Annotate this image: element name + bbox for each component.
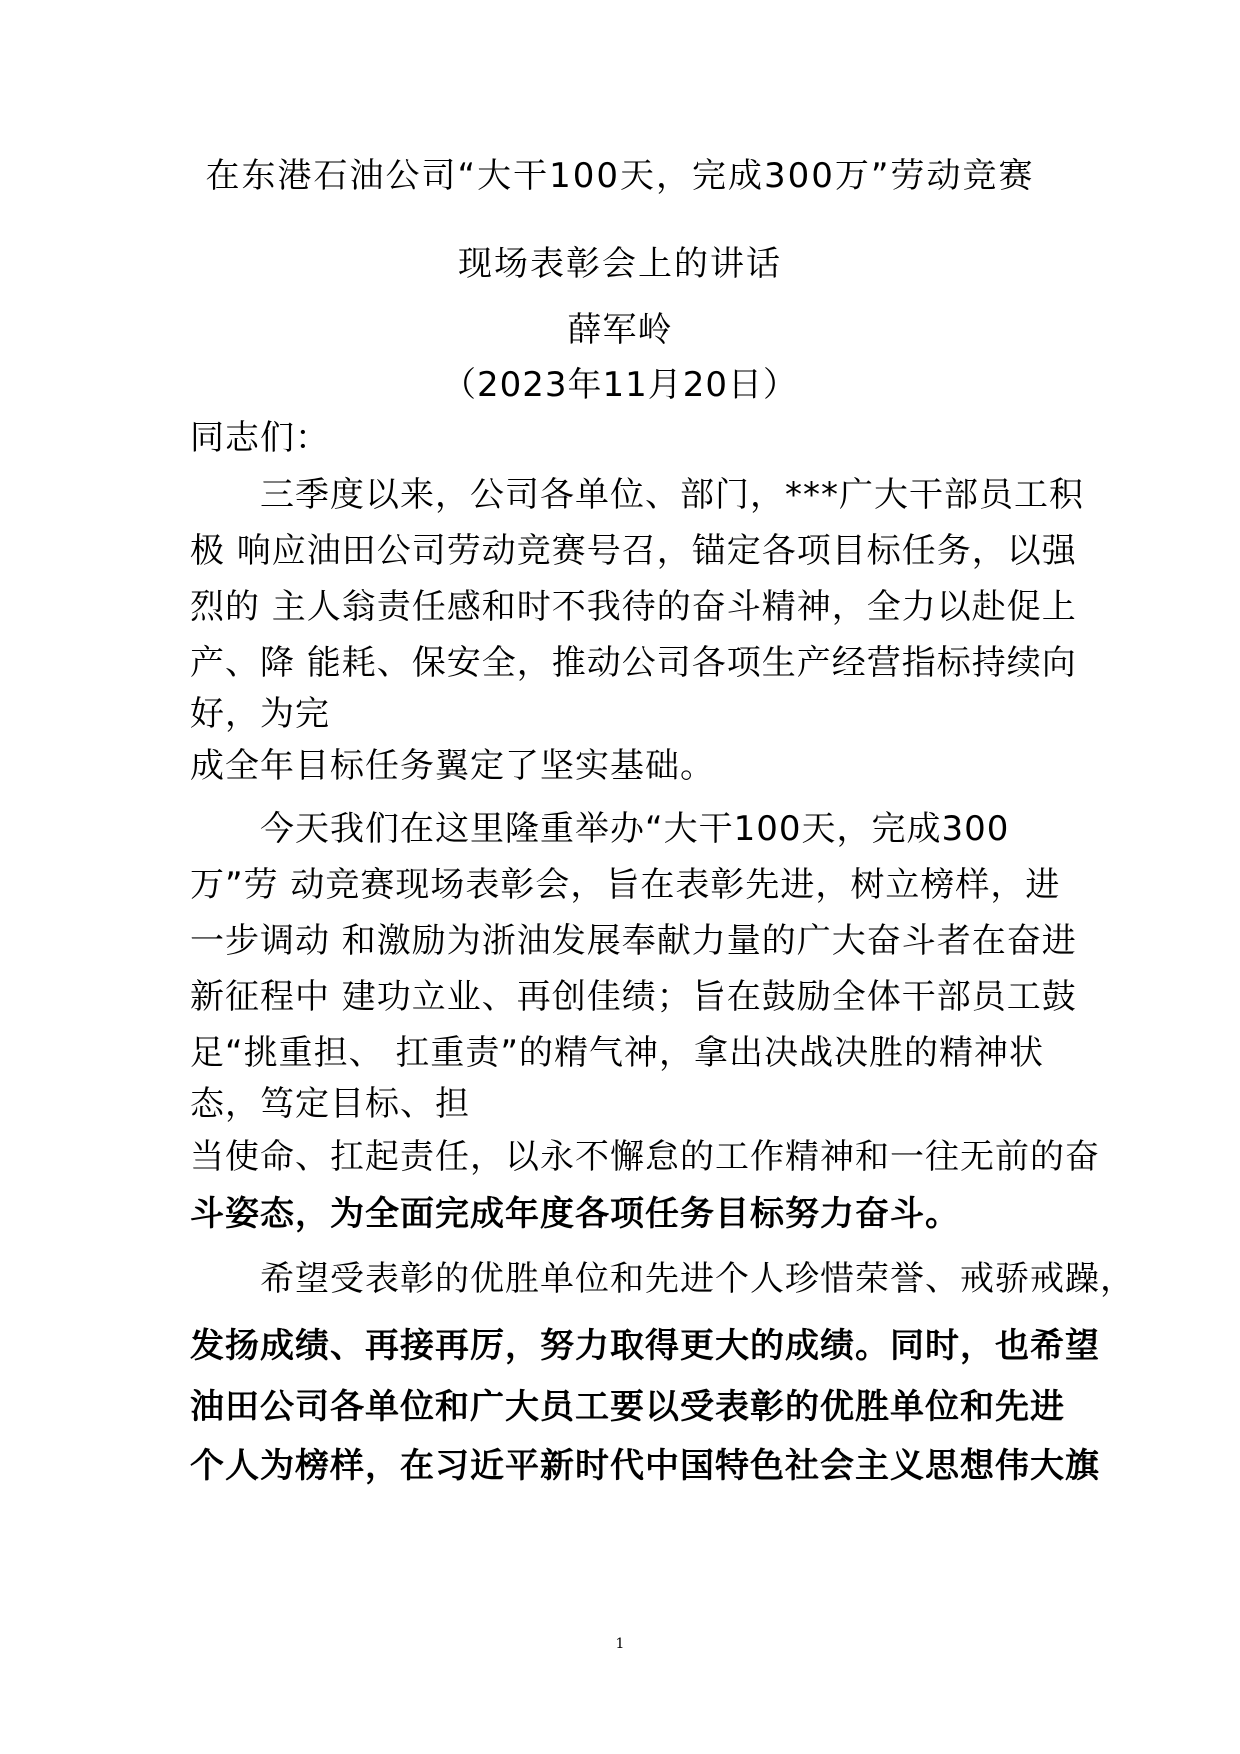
paragraph-1-line: 成全年目标任务翼定了坚实基础。 <box>190 746 715 786</box>
paragraph-3-bold-line: 油田公司各单位和广大员工要以受表彰的优胜单位和先进 <box>190 1387 1065 1427</box>
paragraph-2-line: 足“挑重担、 扛重责”的精气神，拿出决战决胜的精神状 <box>190 1033 1045 1073</box>
paragraph-2-line: 今天我们在这里隆重举办“大干100天，完成300 <box>190 809 1010 849</box>
paragraph-3-bold-line: 个人为榜样，在习近平新时代中国特色社会主义思想伟大旗 <box>190 1446 1100 1486</box>
paragraph-2-line: 一步调动 和激励为浙油发展奉献力量的广大奋斗者在奋进 <box>190 921 1077 961</box>
document-title-line-1: 在东港石油公司“大干100天，完成300万”劳动竞赛 <box>205 156 1035 196</box>
page-number: 1 <box>615 1636 625 1652</box>
paragraph-2-line: 态，笃定目标、担 <box>190 1084 470 1124</box>
paragraph-3-bold-line: 发扬成绩、再接再厉，努力取得更大的成绩。同时，也希望 <box>190 1326 1100 1366</box>
paragraph-2-bold-line: 斗姿态，为全面完成年度各项任务目标努力奋斗。 <box>190 1194 960 1234</box>
paragraph-2-line: 万”劳 动竞赛现场表彰会，旨在表彰先进，树立榜样，进 <box>190 865 1061 905</box>
document-title-line-2: 现场表彰会上的讲话 <box>458 244 782 284</box>
author-name: 薛军岭 <box>567 310 673 350</box>
paragraph-3-line: 希望受表彰的优胜单位和先进个人珍惜荣誉、戒骄戒躁， <box>190 1259 1135 1299</box>
paragraph-2-line: 新征程中 建功立业、再创佳绩；旨在鼓励全体干部员工鼓 <box>190 977 1077 1017</box>
paragraph-2-line: 当使命、扛起责任，以永不懈怠的工作精神和一往无前的奋 <box>190 1137 1100 1177</box>
paragraph-1-line: 三季度以来，公司各单位、部门，***广大干部员工积 <box>190 475 1084 515</box>
paragraph-1-line: 产、降 能耗、保安全，推动公司各项生产经营指标持续向 <box>190 643 1077 683</box>
paragraph-1-line: 好，为完 <box>190 694 330 734</box>
salutation: 同志们： <box>190 418 330 458</box>
paragraph-1-line: 烈的 主人翁责任感和时不我待的奋斗精神，全力以赴促上 <box>190 587 1077 627</box>
paragraph-1-line: 极 响应油田公司劳动竞赛号召，锚定各项目标任务，以强 <box>190 531 1077 571</box>
speech-date: （2023年11月20日） <box>441 365 799 405</box>
